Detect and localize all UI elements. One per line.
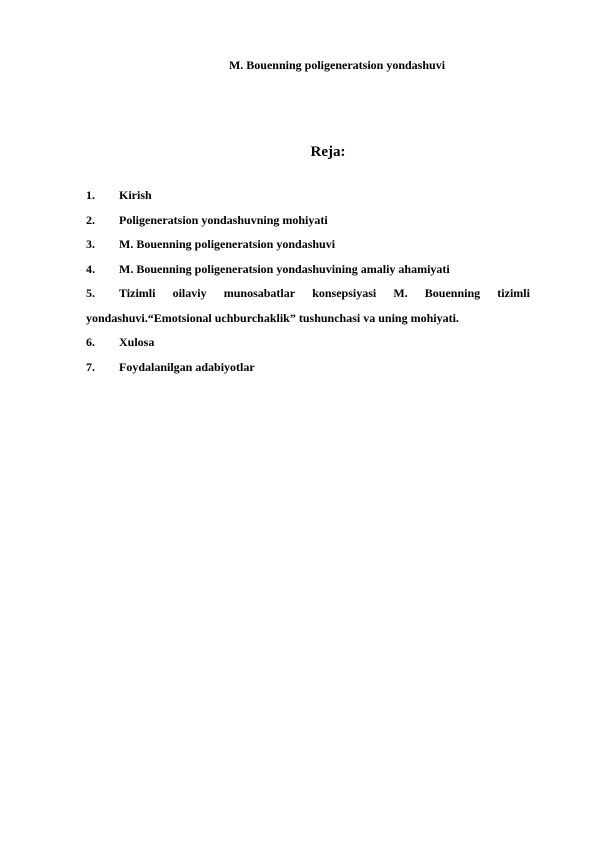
plan-item-number: 2. bbox=[86, 212, 95, 227]
plan-item-word: tizimli bbox=[497, 286, 530, 300]
plan-item-text: Kirish bbox=[119, 188, 152, 202]
plan-item-line bbox=[86, 281, 530, 306]
plan-item-number: 1. bbox=[86, 188, 95, 202]
plan-item-number: 7. bbox=[86, 359, 95, 374]
plan-item-text: M. Bouenning poligeneratsion yondashuvining amaliy ahamiyati bbox=[119, 261, 450, 276]
plan-item-number: 3. bbox=[86, 237, 95, 251]
plan-list bbox=[86, 183, 530, 379]
plan-item-text: M. Bouenning poligeneratsion yondashuvi bbox=[119, 237, 336, 251]
plan-item-text: Xulosa bbox=[119, 335, 155, 349]
plan-item-7 bbox=[86, 355, 530, 380]
plan-item-5 bbox=[86, 281, 530, 330]
plan-item-4 bbox=[86, 257, 530, 282]
plan-heading: Reja: bbox=[310, 144, 346, 160]
plan-item-continuation: yondashuvi.“Emotsional uchburchaklik” tushunchasi va uning mohiyati. bbox=[86, 310, 459, 325]
document-title: M. Bouenning poligeneratsion yondashuvi bbox=[228, 58, 446, 72]
plan-item-word: oilaviy bbox=[172, 286, 207, 300]
plan-item-1 bbox=[86, 183, 530, 208]
plan-item-number: 6. bbox=[86, 335, 95, 349]
plan-item-text: Poligeneratsion yondashuvning mohiyati bbox=[119, 212, 328, 227]
plan-item-justified-words bbox=[119, 281, 530, 306]
plan-item-word: M. bbox=[393, 286, 408, 300]
plan-item-word: Bouenning bbox=[424, 286, 481, 300]
plan-item-word: munosabatlar bbox=[223, 286, 296, 300]
plan-item-3 bbox=[86, 232, 530, 257]
plan-item-6 bbox=[86, 330, 530, 355]
plan-item-number: 5. bbox=[86, 286, 95, 300]
plan-item-2 bbox=[86, 208, 530, 233]
plan-item-word: konsepsiyasi bbox=[312, 286, 377, 300]
plan-item-word: Tizimli bbox=[119, 286, 156, 300]
plan-item-number: 4. bbox=[86, 261, 95, 276]
plan-item-text: Foydalanilgan adabiyotlar bbox=[119, 359, 255, 374]
